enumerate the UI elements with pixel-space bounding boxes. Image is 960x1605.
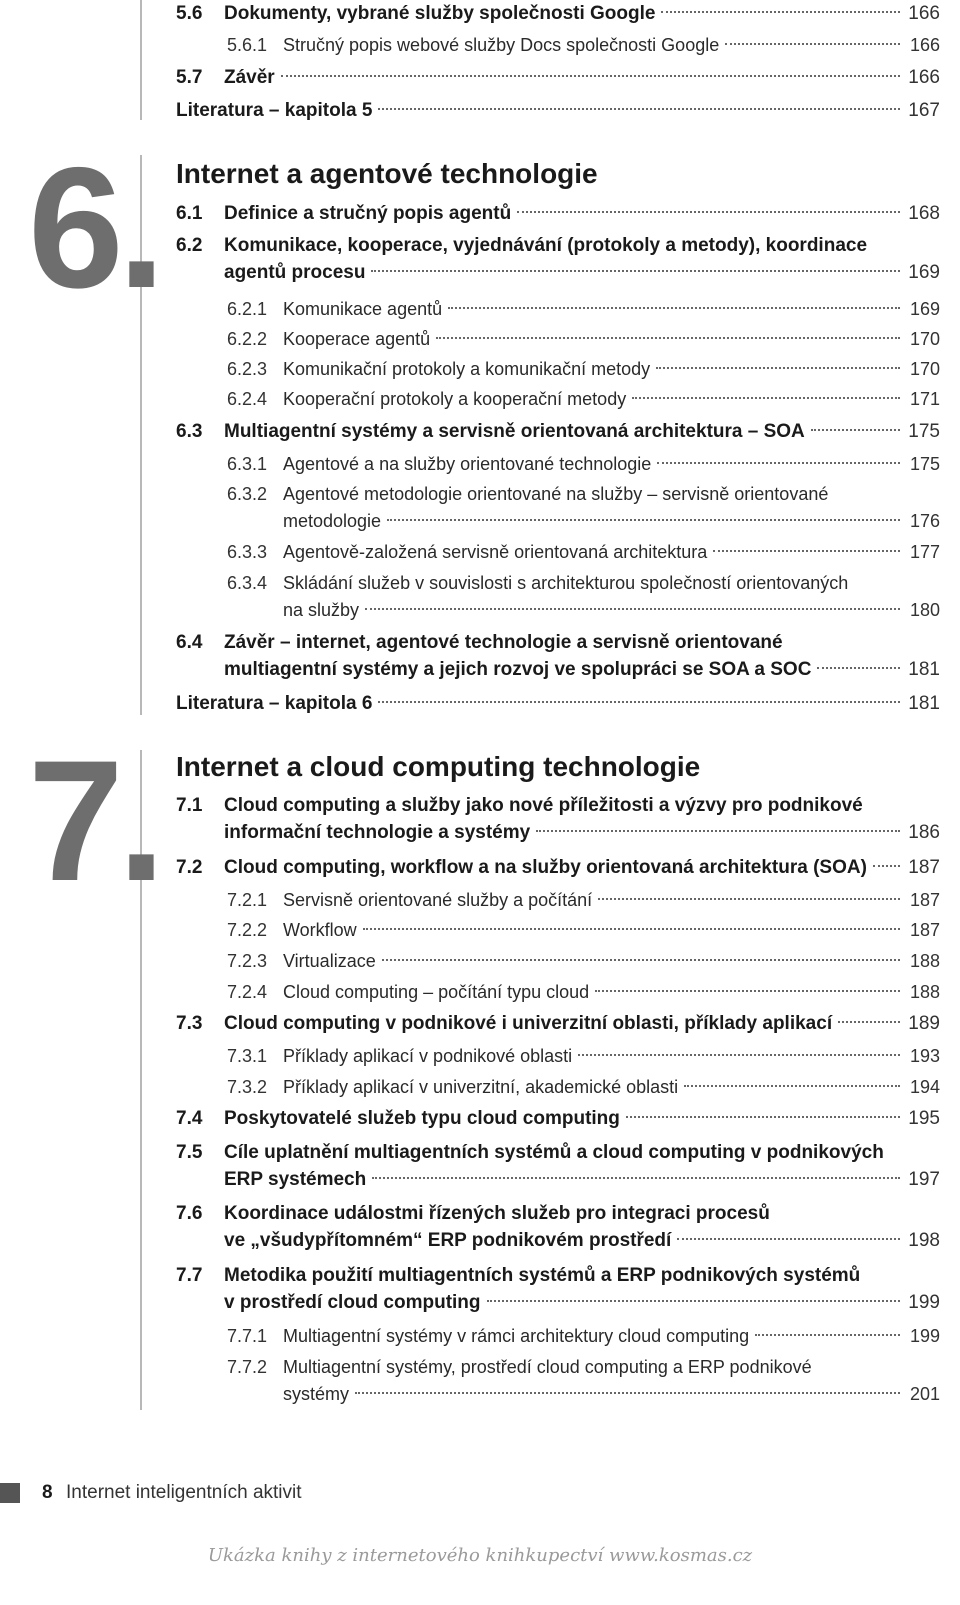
- toc-entry[interactable]: [176, 200, 940, 227]
- toc-entry[interactable]: [227, 386, 940, 413]
- toc-entry-title-line1: Agentové metodologie orientované na služby – servisně orientované: [283, 484, 829, 504]
- toc-page-number: 169: [909, 299, 940, 319]
- toc-entry[interactable]: [176, 418, 940, 445]
- toc-page-number: 166: [909, 35, 940, 55]
- toc-entry-title: informační technologie a systémy: [224, 822, 531, 843]
- toc-entry-number: 7.2.1: [227, 890, 268, 910]
- toc-dot-leader: [378, 701, 900, 703]
- toc-page-number: 188: [909, 951, 940, 971]
- toc-dot-leader: [382, 959, 900, 961]
- toc-dot-leader: [838, 1021, 900, 1023]
- toc-entry-number: 7.2.2: [227, 920, 268, 940]
- toc-entry-number: 6.3: [176, 421, 203, 442]
- toc-entry[interactable]: [176, 0, 940, 27]
- toc-entry-title: Poskytovatelé služeb typu cloud computing: [224, 1108, 620, 1129]
- toc-entry-title: Workflow: [283, 920, 357, 940]
- toc-page-number: 167: [908, 100, 940, 121]
- toc-entry[interactable]: [176, 629, 940, 683]
- toc-entry[interactable]: [227, 326, 940, 353]
- toc-dot-leader: [873, 865, 900, 867]
- toc-entry-number: 5.6: [176, 3, 203, 24]
- toc-dot-leader: [725, 43, 900, 45]
- toc-entry-number: 6.3.2: [227, 484, 268, 504]
- toc-dot-leader: [387, 519, 900, 521]
- toc-dot-leader: [281, 75, 900, 77]
- toc-page-number: 176: [909, 511, 940, 531]
- toc-entry-title-line1: Multiagentní systémy, prostředí cloud computing a ERP podnikové: [283, 1357, 812, 1377]
- toc-entry[interactable]: [176, 1010, 940, 1037]
- toc-entry-title: Virtualizace: [283, 951, 376, 971]
- toc-entry-title: Literatura – kapitola 5: [176, 100, 373, 121]
- toc-entry-number: 7.2: [176, 857, 203, 878]
- toc-page-number: 175: [909, 454, 940, 474]
- footer-page-number: 8: [42, 1482, 53, 1503]
- toc-page-number: 187: [908, 857, 940, 878]
- toc-entry-title: Kooperace agentů: [283, 329, 431, 349]
- chapter-number-7: 7.: [28, 725, 160, 917]
- toc-entry[interactable]: [176, 792, 940, 846]
- toc-page-number: 186: [908, 822, 940, 843]
- toc-entry-number: 7.7: [176, 1265, 203, 1286]
- toc-page-number: 199: [909, 1326, 940, 1346]
- toc-entry-title-line1: Závěr – internet, agentové technologie a servisně orientované: [224, 632, 783, 653]
- toc-dot-leader: [626, 1116, 900, 1118]
- toc-entry[interactable]: [227, 356, 940, 383]
- toc-entry[interactable]: [227, 570, 940, 624]
- toc-entry-title-line1: Koordinace událostmi řízených služeb pro integraci procesů: [224, 1203, 770, 1224]
- toc-entry-title: Agentově-založená servisně orientovaná architektura: [283, 542, 708, 562]
- toc-dot-leader: [598, 898, 900, 900]
- toc-entry[interactable]: [227, 979, 940, 1006]
- toc-entry-title-line1: Komunikace, kooperace, vyjednávání (protokoly a metody), koordinace: [224, 235, 868, 256]
- toc-dot-leader: [595, 990, 900, 992]
- toc-entry-number: 7.4: [176, 1108, 203, 1129]
- toc-page-number: 199: [908, 1292, 940, 1313]
- toc-dot-leader: [661, 11, 900, 13]
- toc-entry-number: 7.2.3: [227, 951, 268, 971]
- toc-entry[interactable]: [176, 854, 940, 881]
- toc-entry-title: Kooperační protokoly a kooperační metody: [283, 389, 627, 409]
- toc-entry[interactable]: [227, 481, 940, 535]
- toc-dot-leader: [378, 108, 900, 110]
- toc-entry[interactable]: [176, 1262, 940, 1316]
- toc-entry[interactable]: [227, 451, 940, 478]
- chapter-title-7: Internet a cloud computing technologie: [176, 751, 701, 782]
- toc-page-number: 187: [909, 890, 940, 910]
- toc-entry-title: Multiagentní systémy v rámci architektury cloud computing: [283, 1326, 750, 1346]
- toc-entry-title: Cloud computing – počítání typu cloud: [283, 982, 590, 1002]
- toc-dot-leader: [656, 367, 900, 369]
- toc-dot-leader: [684, 1085, 900, 1087]
- toc-page-number: 198: [908, 1230, 940, 1251]
- toc-dot-leader: [677, 1238, 900, 1240]
- toc-entry-number: 6.3.3: [227, 542, 268, 562]
- toc-dot-leader: [487, 1300, 900, 1302]
- toc-dot-leader: [372, 1177, 900, 1179]
- toc-entry[interactable]: [227, 1323, 940, 1350]
- toc-page-number: 168: [908, 203, 940, 224]
- toc-dot-leader: [436, 337, 900, 339]
- toc-entry-number: 6.3.1: [227, 454, 268, 474]
- toc-dot-leader: [536, 830, 900, 832]
- toc-entry-title: na služby: [283, 600, 360, 620]
- toc-entry-number: 7.2.4: [227, 982, 268, 1002]
- toc-entry-title: Stručný popis webové služby Docs společnosti Google: [283, 35, 720, 55]
- toc-entry-title: multiagentní systémy a jejich rozvoj ve spolupráci se SOA a SOC: [224, 659, 812, 680]
- toc-entry[interactable]: [176, 97, 940, 124]
- toc-entry[interactable]: [227, 1354, 940, 1408]
- toc-entry-number: 7.6: [176, 1203, 203, 1224]
- toc-entry-number: 7.3: [176, 1013, 203, 1034]
- toc-entry-title: Servisně orientované služby a počítání: [283, 890, 593, 910]
- toc-entry-title-line1: Skládání služeb v souvislosti s architekturou společností orientovaných: [283, 573, 849, 593]
- toc-dot-leader: [365, 608, 900, 610]
- toc-entry[interactable]: [227, 1043, 940, 1070]
- toc-dot-leader: [578, 1054, 900, 1056]
- toc-entry-title-line1: Cloud computing a služby jako nové příležitosti a výzvy pro podnikové: [224, 795, 863, 816]
- toc-entry-number: 5.6.1: [227, 35, 268, 55]
- toc-page-number: 201: [909, 1384, 940, 1404]
- footer-book-title: Internet inteligentních aktivit: [66, 1482, 302, 1503]
- toc-dot-leader: [632, 397, 900, 399]
- toc-page-number: 197: [908, 1169, 940, 1190]
- toc-entry-title: ERP systémech: [224, 1169, 367, 1190]
- toc-page-number: 170: [909, 329, 940, 349]
- toc-entry-title: Komunikační protokoly a komunikační metody: [283, 359, 651, 379]
- toc-entry-title: ve „všudypřítomném“ ERP podnikovém prostředí: [224, 1230, 672, 1251]
- toc-entry[interactable]: [176, 1200, 940, 1254]
- toc-page-number: 194: [909, 1077, 940, 1097]
- chapter-number-6: 6.: [28, 132, 160, 324]
- toc-page-number: 175: [908, 421, 940, 442]
- toc-page-number: 181: [908, 659, 940, 680]
- toc-entry-title: Cloud computing v podnikové i univerzitní oblasti, příklady aplikací: [224, 1013, 833, 1034]
- toc-page-number: 189: [908, 1013, 940, 1034]
- toc-entry[interactable]: [176, 1105, 940, 1132]
- toc-entry-number: 6.2.4: [227, 389, 268, 409]
- toc-entry-number: 6.2: [176, 235, 203, 256]
- toc-page-number: 193: [909, 1046, 940, 1066]
- toc-dot-leader: [811, 429, 900, 431]
- toc-entry-title: metodologie: [283, 511, 382, 531]
- toc-dot-leader: [713, 550, 900, 552]
- toc-entry-title-line1: Cíle uplatnění multiagentních systémů a cloud computing v podnikových: [224, 1142, 884, 1163]
- toc-page-number: 177: [909, 542, 940, 562]
- toc-entry-number: 7.5: [176, 1142, 203, 1163]
- toc-dot-leader: [517, 211, 900, 213]
- chapter-rule-top: [140, 0, 142, 120]
- toc-page-number: 170: [909, 359, 940, 379]
- toc-page-number: 171: [909, 389, 940, 409]
- toc-entry-title: Závěr: [224, 67, 275, 88]
- toc-entry[interactable]: [176, 690, 940, 717]
- toc-entry-number: 6.4: [176, 632, 203, 653]
- toc-entry[interactable]: [227, 539, 940, 566]
- toc-entry-title: systémy: [283, 1384, 350, 1404]
- toc-dot-leader: [657, 462, 900, 464]
- toc-entry-title: Komunikace agentů: [283, 299, 443, 319]
- toc-entry-title: Multiagentní systémy a servisně orientovaná architektura – SOA: [224, 421, 805, 442]
- toc-entry-number: 6.3.4: [227, 573, 268, 593]
- toc-page-number: 187: [909, 920, 940, 940]
- toc-entry-number: 7.3.2: [227, 1077, 268, 1097]
- toc-entry-number: 6.2.1: [227, 299, 268, 319]
- toc-dot-leader: [363, 928, 900, 930]
- toc-entry[interactable]: [227, 32, 940, 59]
- toc-entry-number: 6.2.2: [227, 329, 268, 349]
- toc-entry[interactable]: [227, 917, 940, 944]
- toc-entry-number: 6.1: [176, 203, 203, 224]
- toc-entry-number: 7.7.2: [227, 1357, 268, 1377]
- toc-entry-number: 7.7.1: [227, 1326, 268, 1346]
- chapter-title-6: Internet a agentové technologie: [176, 158, 598, 189]
- toc-page-number: 181: [908, 693, 940, 714]
- toc-entry[interactable]: [227, 296, 940, 323]
- toc-entry[interactable]: [176, 64, 940, 91]
- toc-entry-number: 5.7: [176, 67, 203, 88]
- toc-entry-title: Dokumenty, vybrané služby společnosti Google: [224, 3, 656, 24]
- toc-entry-title: Příklady aplikací v univerzitní, akademické oblasti: [283, 1077, 679, 1097]
- toc-entry[interactable]: [227, 887, 940, 914]
- toc-entry-title: agentů procesu: [224, 262, 366, 283]
- toc-page-number: 169: [908, 262, 940, 283]
- toc-entry[interactable]: [176, 1139, 940, 1193]
- toc-page-number: 195: [908, 1108, 940, 1129]
- toc-entry-title-line1: Metodika použití multiagentních systémů a ERP podnikových systémů: [224, 1265, 861, 1286]
- toc-entry-title: Cloud computing, workflow a na služby orientovaná architektura (SOA): [224, 857, 867, 878]
- toc-entry[interactable]: [227, 1074, 940, 1101]
- watermark: Ukázka knihy z internetového knihkupectví www.kosmas.cz: [207, 1545, 753, 1566]
- footer-square-marker: [0, 1483, 20, 1503]
- toc-entry-title: Příklady aplikací v podnikové oblasti: [283, 1046, 573, 1066]
- toc-page-number: 188: [909, 982, 940, 1002]
- toc-entry-title: Agentové a na služby orientované technologie: [283, 454, 652, 474]
- toc-page-number: 166: [908, 3, 940, 24]
- toc-dot-leader: [755, 1334, 900, 1336]
- toc-entry-number: 6.2.3: [227, 359, 268, 379]
- toc-entry[interactable]: [227, 948, 940, 975]
- toc-entry-title: Literatura – kapitola 6: [176, 693, 373, 714]
- toc-entry-title: Definice a stručný popis agentů: [224, 203, 512, 224]
- toc-dot-leader: [371, 270, 900, 272]
- toc-page-number: 166: [908, 67, 940, 88]
- toc-dot-leader: [355, 1392, 900, 1394]
- toc-entry-number: 7.1: [176, 795, 203, 816]
- toc-dot-leader: [817, 667, 900, 669]
- toc-page-number: 180: [909, 600, 940, 620]
- toc-dot-leader: [448, 307, 900, 309]
- toc-entry-number: 7.3.1: [227, 1046, 268, 1066]
- toc-entry[interactable]: [176, 232, 940, 286]
- toc-entry-title: v prostředí cloud computing: [224, 1292, 481, 1313]
